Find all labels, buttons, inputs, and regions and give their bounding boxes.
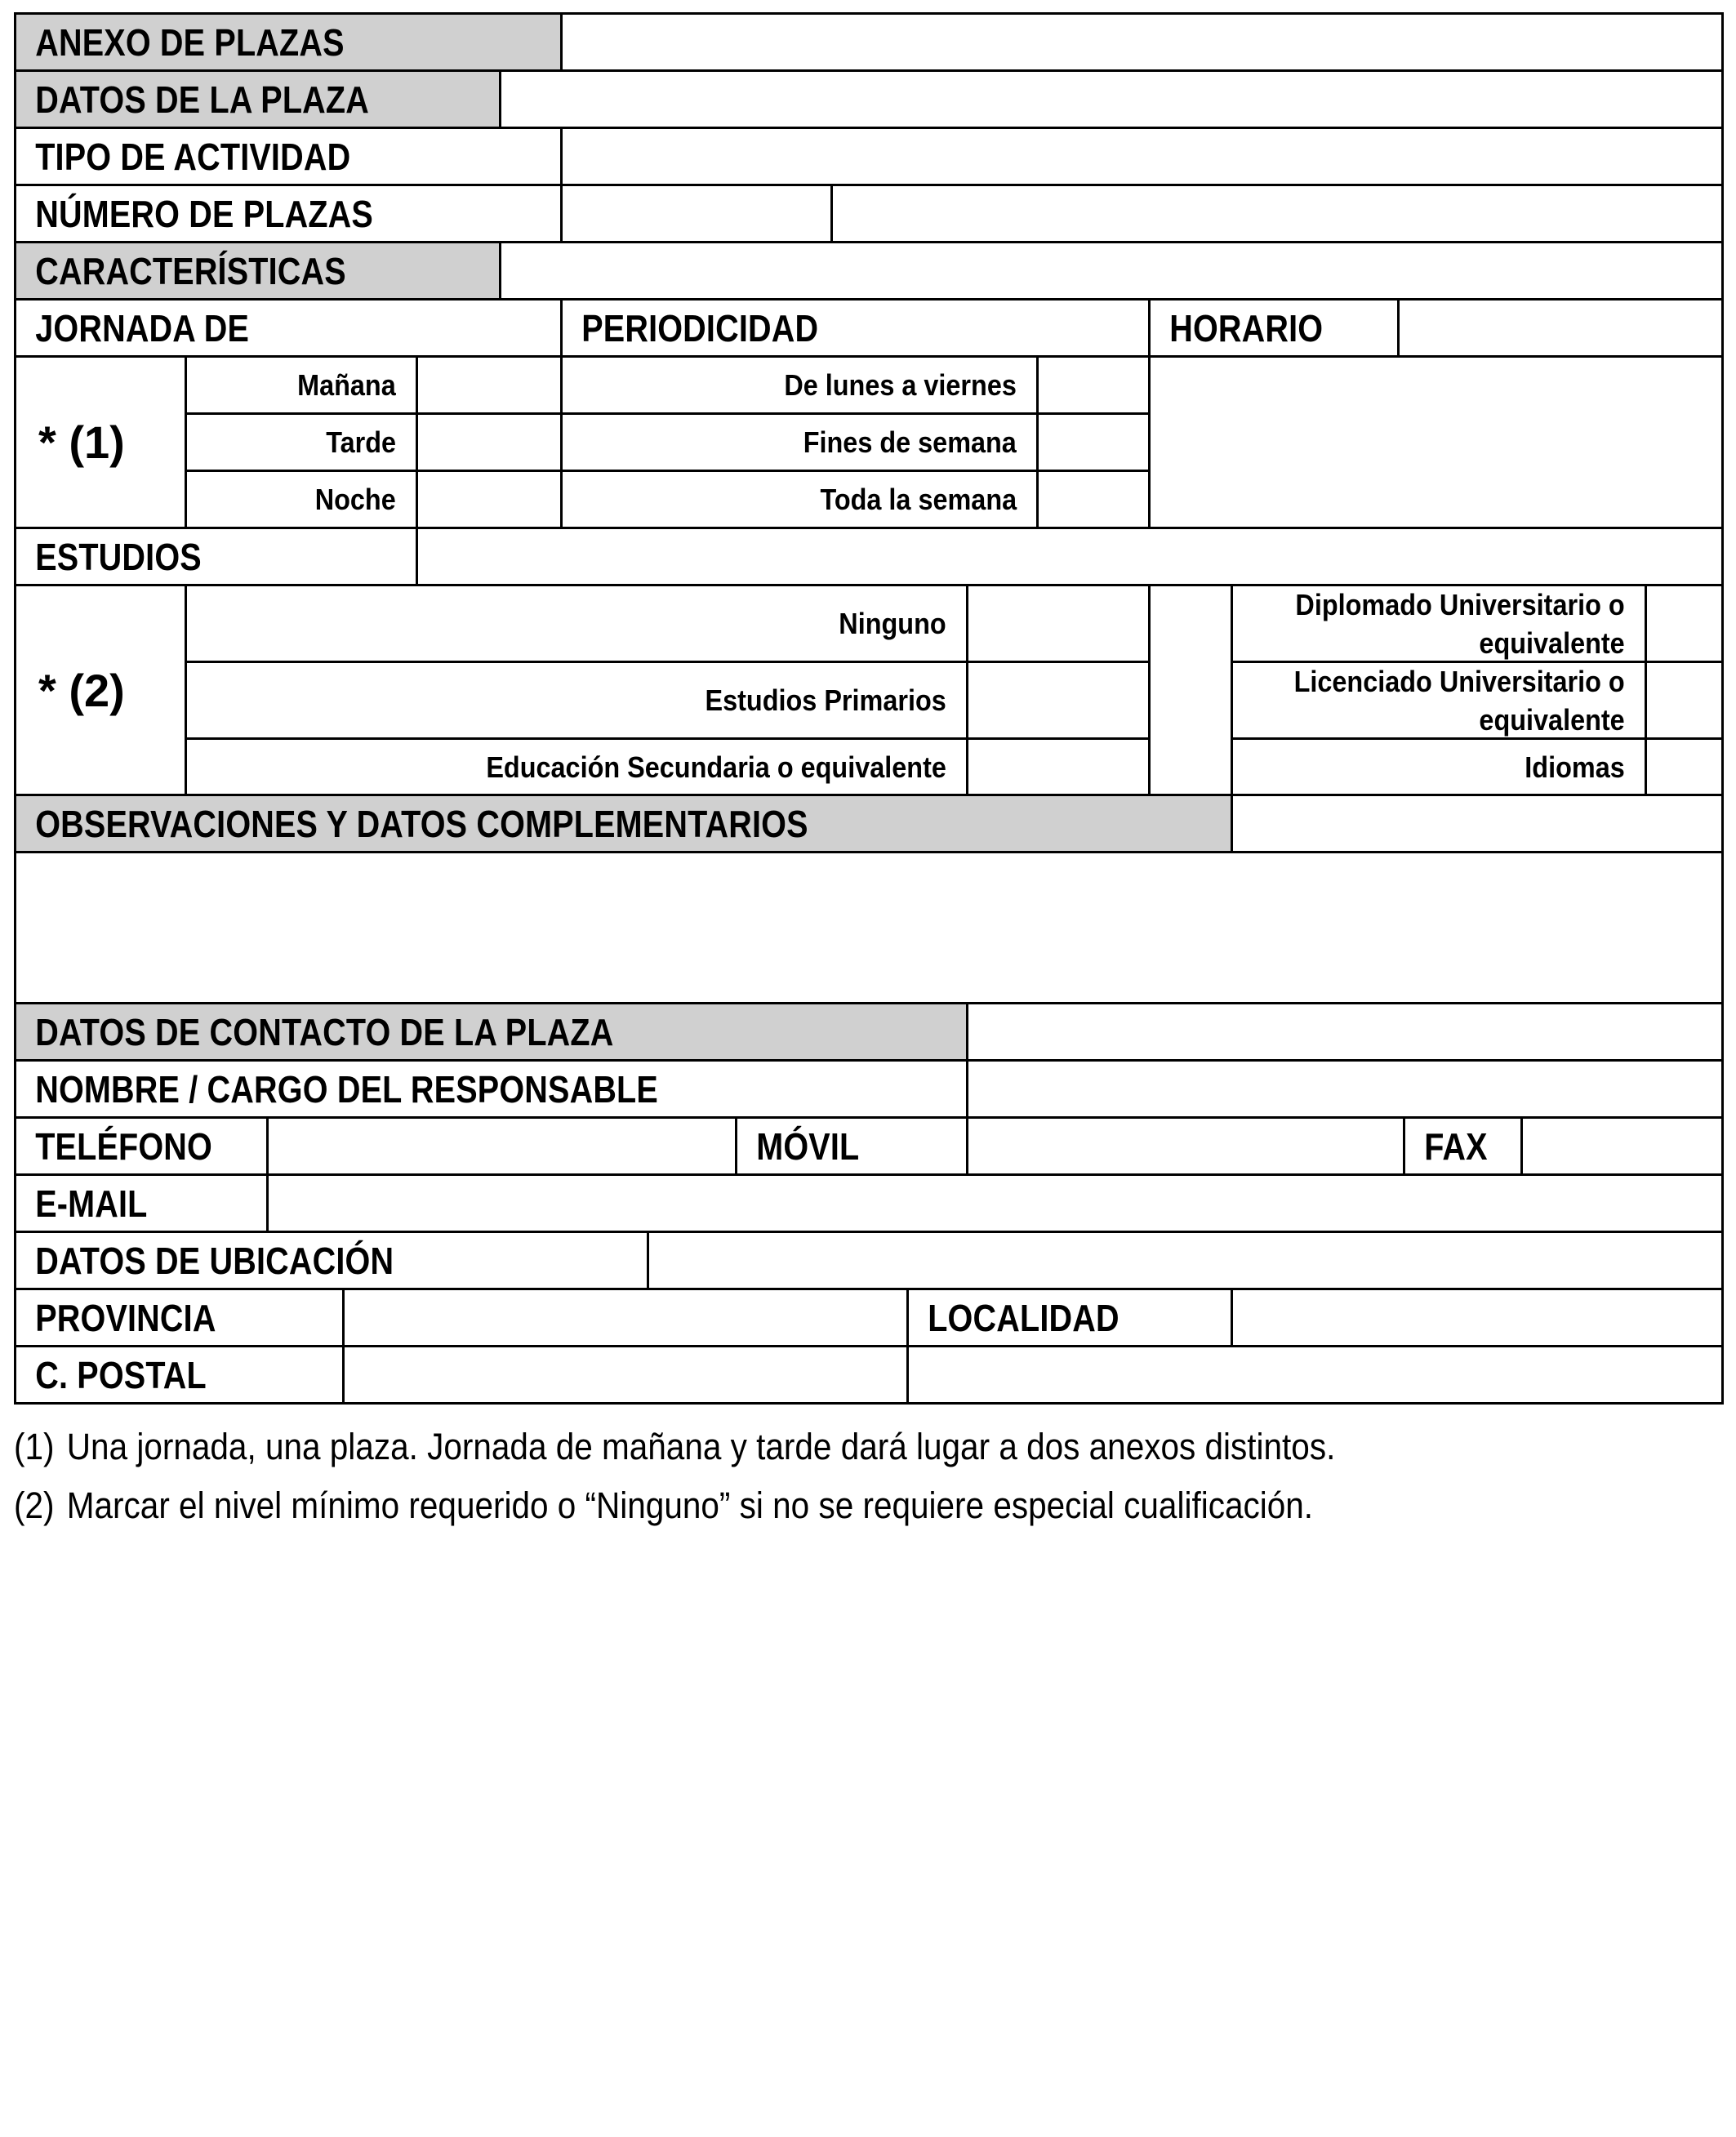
caracteristicas-label: CARACTERÍSTICAS <box>35 249 346 292</box>
periodicidad-option-label: Toda la semana <box>820 483 1017 516</box>
localidad-field[interactable] <box>1231 1288 1724 1347</box>
datos-contacto-header <box>14 1002 968 1062</box>
movil-label-cell <box>735 1116 968 1176</box>
datos-ubicacion-label-cell <box>14 1231 649 1290</box>
estudios-footnote-mark: * (2) <box>38 664 125 716</box>
caracteristicas-blank <box>499 241 1724 301</box>
movil-label: MÓVIL <box>756 1124 860 1168</box>
jornada-noche-checkbox[interactable] <box>416 470 563 529</box>
horario-detail-field[interactable] <box>1148 355 1724 529</box>
periodicidad-option-label: Fines de semana <box>803 425 1017 459</box>
estudios-primarios-checkbox[interactable] <box>966 661 1159 740</box>
datos-de-la-plaza-field[interactable] <box>499 69 1724 129</box>
periodicidad-header <box>560 298 1151 358</box>
estudios-option-primarios <box>185 661 968 740</box>
estudios-diplomado-checkbox[interactable] <box>1645 584 1724 663</box>
observaciones-label: OBSERVACIONES Y DATOS COMPLEMENTARIOS <box>35 802 808 845</box>
telefono-label-cell <box>14 1116 269 1176</box>
datos-ubicacion-label: DATOS DE UBICACIÓN <box>35 1239 394 1282</box>
movil-field[interactable] <box>966 1116 1405 1176</box>
observaciones-blank <box>1231 794 1724 853</box>
jornada-manana-checkbox[interactable] <box>416 355 563 415</box>
fax-label-cell <box>1403 1116 1523 1176</box>
estudios-option-label: Ninguno <box>839 607 946 640</box>
estudios-secundaria-checkbox[interactable] <box>966 737 1159 796</box>
c-postal-field[interactable] <box>342 1345 909 1405</box>
horario-field[interactable] <box>1397 298 1724 358</box>
estudios-spacer <box>1148 584 1233 796</box>
email-label-cell <box>14 1173 269 1233</box>
numero-de-plazas-label-cell <box>14 184 563 243</box>
footnote-2 <box>14 1476 1553 1535</box>
numero-de-plazas-blank <box>830 184 1724 243</box>
horario-label: HORARIO <box>1169 306 1324 349</box>
jornada-option-manana <box>185 355 418 415</box>
footnote-number: (1) <box>14 1426 55 1467</box>
provincia-field[interactable] <box>342 1288 909 1347</box>
estudios-licenciado-checkbox[interactable] <box>1645 661 1724 740</box>
footnote-text: Marcar el nivel mínimo requerido o “Ninguno” si no se requiere especial cualificación. <box>66 1485 1314 1526</box>
jornada-option-label: Noche <box>314 483 396 516</box>
estudios-label-cell <box>14 527 418 586</box>
plaza-form <box>14 12 1724 1407</box>
periodicidad-lunes-viernes-checkbox[interactable] <box>1036 355 1151 415</box>
c-postal-label-cell <box>14 1345 345 1405</box>
datos-de-la-plaza-label: DATOS DE LA PLAZA <box>35 78 370 121</box>
datos-contacto-blank <box>966 1002 1724 1062</box>
jornada-option-tarde <box>185 412 418 472</box>
estudios-blank <box>416 527 1724 586</box>
estudios-option-diplomado <box>1231 584 1647 663</box>
jornada-option-label: Mañana <box>297 368 396 402</box>
c-postal-blank <box>906 1345 1724 1405</box>
localidad-label: LOCALIDAD <box>928 1296 1119 1339</box>
footnote-number: (2) <box>14 1485 55 1526</box>
c-postal-label: C. POSTAL <box>35 1353 207 1396</box>
periodicidad-option-fines-semana <box>560 412 1039 472</box>
estudios-option-label: Educación Secundaria o equivalente <box>486 750 946 784</box>
tipo-de-actividad-label: TIPO DE ACTIVIDAD <box>35 135 351 178</box>
nombre-cargo-field[interactable] <box>966 1059 1724 1119</box>
telefono-label: TELÉFONO <box>35 1124 212 1168</box>
estudios-idiomas-checkbox[interactable] <box>1645 737 1724 796</box>
periodicidad-label: PERIODICIDAD <box>581 306 819 349</box>
email-field[interactable] <box>266 1173 1724 1233</box>
estudios-option-label: Estudios Primarios <box>705 683 946 717</box>
jornada-footnote-mark: * (1) <box>38 416 125 468</box>
estudios-option-secundaria <box>185 737 968 796</box>
jornada-de-header <box>14 298 563 358</box>
telefono-field[interactable] <box>266 1116 737 1176</box>
estudios-option-idiomas <box>1231 737 1647 796</box>
provincia-label: PROVINCIA <box>35 1296 216 1339</box>
fax-label: FAX <box>1424 1124 1488 1168</box>
estudios-option-licenciado <box>1231 661 1647 740</box>
estudios-option-label: Idiomas <box>1525 750 1625 784</box>
horario-header <box>1148 298 1400 358</box>
observaciones-textarea[interactable] <box>14 851 1724 1004</box>
footnote-1 <box>14 1418 1553 1476</box>
fax-field[interactable] <box>1520 1116 1724 1176</box>
periodicidad-option-toda-semana <box>560 470 1039 529</box>
tipo-de-actividad-field[interactable] <box>560 127 1724 186</box>
localidad-label-cell <box>906 1288 1233 1347</box>
datos-de-la-plaza-header <box>14 69 501 129</box>
datos-contacto-label: DATOS DE CONTACTO DE LA PLAZA <box>35 1010 614 1053</box>
anexo-de-plazas-field[interactable] <box>560 12 1724 72</box>
jornada-option-noche <box>185 470 418 529</box>
periodicidad-option-lunes-viernes <box>560 355 1039 415</box>
estudios-option-ninguno <box>185 584 968 663</box>
nombre-cargo-label: NOMBRE / CARGO DEL RESPONSABLE <box>35 1067 658 1111</box>
estudios-ninguno-checkbox[interactable] <box>966 584 1159 663</box>
numero-de-plazas-field[interactable] <box>560 184 833 243</box>
jornada-de-label: JORNADA DE <box>35 306 250 349</box>
estudios-label: ESTUDIOS <box>35 535 202 578</box>
jornada-tarde-checkbox[interactable] <box>416 412 563 472</box>
estudios-option-label: Diplomado Universitario o equivalente <box>1295 587 1625 660</box>
footnotes <box>14 1418 1724 1535</box>
jornada-mark-cell <box>14 355 187 529</box>
footnote-text: Una jornada, una plaza. Jornada de mañana y tarde dará lugar a dos anexos distintos. <box>66 1426 1336 1467</box>
nombre-cargo-label-cell <box>14 1059 968 1119</box>
provincia-label-cell <box>14 1288 345 1347</box>
numero-de-plazas-label: NÚMERO DE PLAZAS <box>35 192 373 235</box>
caracteristicas-header <box>14 241 501 301</box>
anexo-de-plazas-header <box>14 12 563 72</box>
estudios-option-label: Licenciado Universitario o equivalente <box>1293 664 1625 737</box>
periodicidad-option-label: De lunes a viernes <box>784 368 1017 402</box>
email-label: E-MAIL <box>35 1182 148 1225</box>
periodicidad-toda-semana-checkbox[interactable] <box>1036 470 1151 529</box>
jornada-option-label: Tarde <box>325 425 396 459</box>
anexo-de-plazas-label: ANEXO DE PLAZAS <box>35 20 345 64</box>
estudios-mark-cell <box>14 584 187 796</box>
periodicidad-fines-semana-checkbox[interactable] <box>1036 412 1151 472</box>
observaciones-header <box>14 794 1233 853</box>
tipo-de-actividad-label-cell <box>14 127 563 186</box>
datos-ubicacion-blank <box>647 1231 1724 1290</box>
